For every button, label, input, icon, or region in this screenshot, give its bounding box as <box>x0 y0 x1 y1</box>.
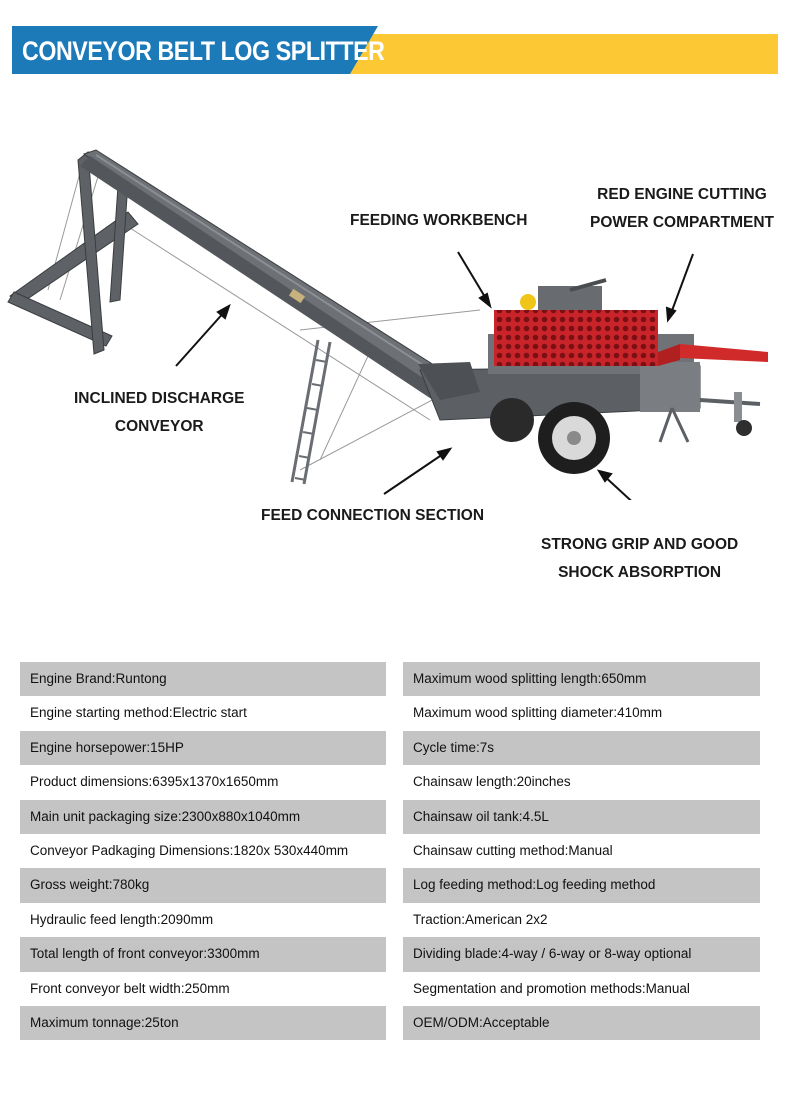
spec-row: Maximum tonnage:25ton <box>20 1006 386 1040</box>
spec-table-right <box>403 662 760 1040</box>
spec-row: Engine horsepower:15HP <box>20 731 386 765</box>
spec-row: Conveyor Padkaging Dimensions:1820x 530x440mm <box>30 842 349 858</box>
spec-row: Engine Brand:Runtong <box>20 662 386 696</box>
callout-red-engine: RED ENGINE CUTTING POWER COMPARTMENT <box>590 186 774 231</box>
spec-row: Chainsaw length:20inches <box>413 774 571 790</box>
spec-row: Maximum wood splitting length:650mm <box>403 662 760 696</box>
spec-row: Gross weight:780kg <box>20 868 386 902</box>
callout-feeding-workbench: FEEDING WORKBENCH <box>350 212 528 229</box>
callout-grip: STRONG GRIP AND GOOD SHOCK ABSORPTION <box>541 536 739 581</box>
page-title: CONVEYOR BELT LOG SPLITTER <box>22 36 385 66</box>
spec-row: Front conveyor belt width:250mm <box>30 980 230 996</box>
spec-row: Segmentation and promotion methods:Manual <box>413 980 690 996</box>
spec-row: Engine starting method:Electric start <box>30 705 247 721</box>
spec-row: Total length of front conveyor:3300mm <box>20 937 386 971</box>
callout-feed-connection: FEED CONNECTION SECTION <box>261 507 485 524</box>
title-banner <box>12 26 778 74</box>
spec-row: Log feeding method:Log feeding method <box>403 868 760 902</box>
callout-discharge-conveyor: INCLINED DISCHARGE CONVEYOR <box>74 390 245 435</box>
spec-row: Cycle time:7s <box>403 731 760 765</box>
spec-row: OEM/ODM:Acceptable <box>403 1006 760 1040</box>
spec-row: Maximum wood splitting diameter:410mm <box>413 705 663 721</box>
spec-row: Main unit packaging size:2300x880x1040mm <box>20 800 386 834</box>
spec-row: Traction:American 2x2 <box>413 911 548 927</box>
spec-row: Dividing blade:4-way / 6-way or 8-way optional <box>403 937 760 971</box>
spec-row: Chainsaw oil tank:4.5L <box>403 800 760 834</box>
spec-row: Hydraulic feed length:2090mm <box>30 911 214 927</box>
spec-row: Product dimensions:6395x1370x1650mm <box>30 774 279 790</box>
spec-table-left <box>20 662 386 1040</box>
spec-row: Chainsaw cutting method:Manual <box>413 842 613 858</box>
